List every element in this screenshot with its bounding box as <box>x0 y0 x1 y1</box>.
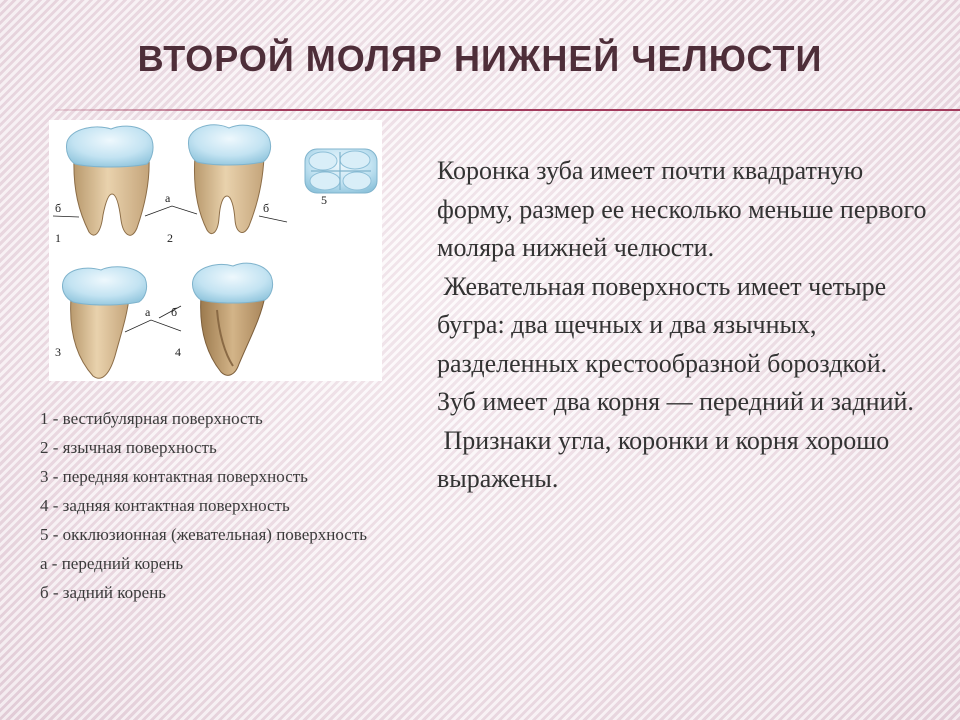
tooth-3-anterior-contact <box>62 267 146 378</box>
description-text <box>437 152 937 499</box>
label-num-1: 1 <box>55 231 61 245</box>
label-a-bottom: а <box>145 305 151 319</box>
tooth-illustration <box>49 120 382 381</box>
title-divider <box>55 109 960 111</box>
label-num-2: 2 <box>167 231 173 245</box>
label-b-top-right: б <box>263 201 270 215</box>
legend-item-1: 1 - вестибулярная поверхность <box>40 409 263 428</box>
tooth-1-vestibular <box>66 126 153 235</box>
label-b-top-left: б <box>55 201 62 215</box>
legend-item-a: а - передний корень <box>40 554 184 573</box>
description-paragraph-surface: Жевательная поверхность имеет четыре бугра: два щечных и два язычных, разделенных крестообразной бороздкой. <box>437 271 893 378</box>
legend-item-5: 5 - окклюзионная (жевательная) поверхность <box>40 525 368 544</box>
tooth-4-posterior-contact <box>192 263 272 375</box>
label-num-5: 5 <box>321 193 327 207</box>
legend-item-b: б - задний корень <box>40 583 167 602</box>
slide-title: ВТОРОЙ МОЛЯР НИЖНЕЙ ЧЕЛЮСТИ <box>137 38 823 79</box>
description-paragraph-signs: Признаки угла, коронки и корня хорошо выражены. <box>437 425 896 493</box>
label-b-bottom: б <box>171 305 178 319</box>
legend-item-2: 2 - язычная поверхность <box>40 438 217 457</box>
description-paragraph-roots: Зуб имеет два корня — передний и задний. <box>437 387 914 416</box>
label-num-3: 3 <box>55 345 61 359</box>
legend-item-3: 3 - передняя контактная поверхность <box>40 467 308 486</box>
description-paragraph-crown: Коронка зуба имеет почти квадратную форму, размер ее несколько меньше первого моляра нижней челюсти. <box>437 156 933 262</box>
label-num-4: 4 <box>175 345 181 359</box>
tooth-5-occlusal <box>305 149 377 193</box>
label-a-top: а <box>165 191 171 205</box>
legend-item-4: 4 - задняя контактная поверхность <box>40 496 290 515</box>
figure-legend <box>40 404 420 607</box>
tooth-2-lingual <box>188 125 270 234</box>
